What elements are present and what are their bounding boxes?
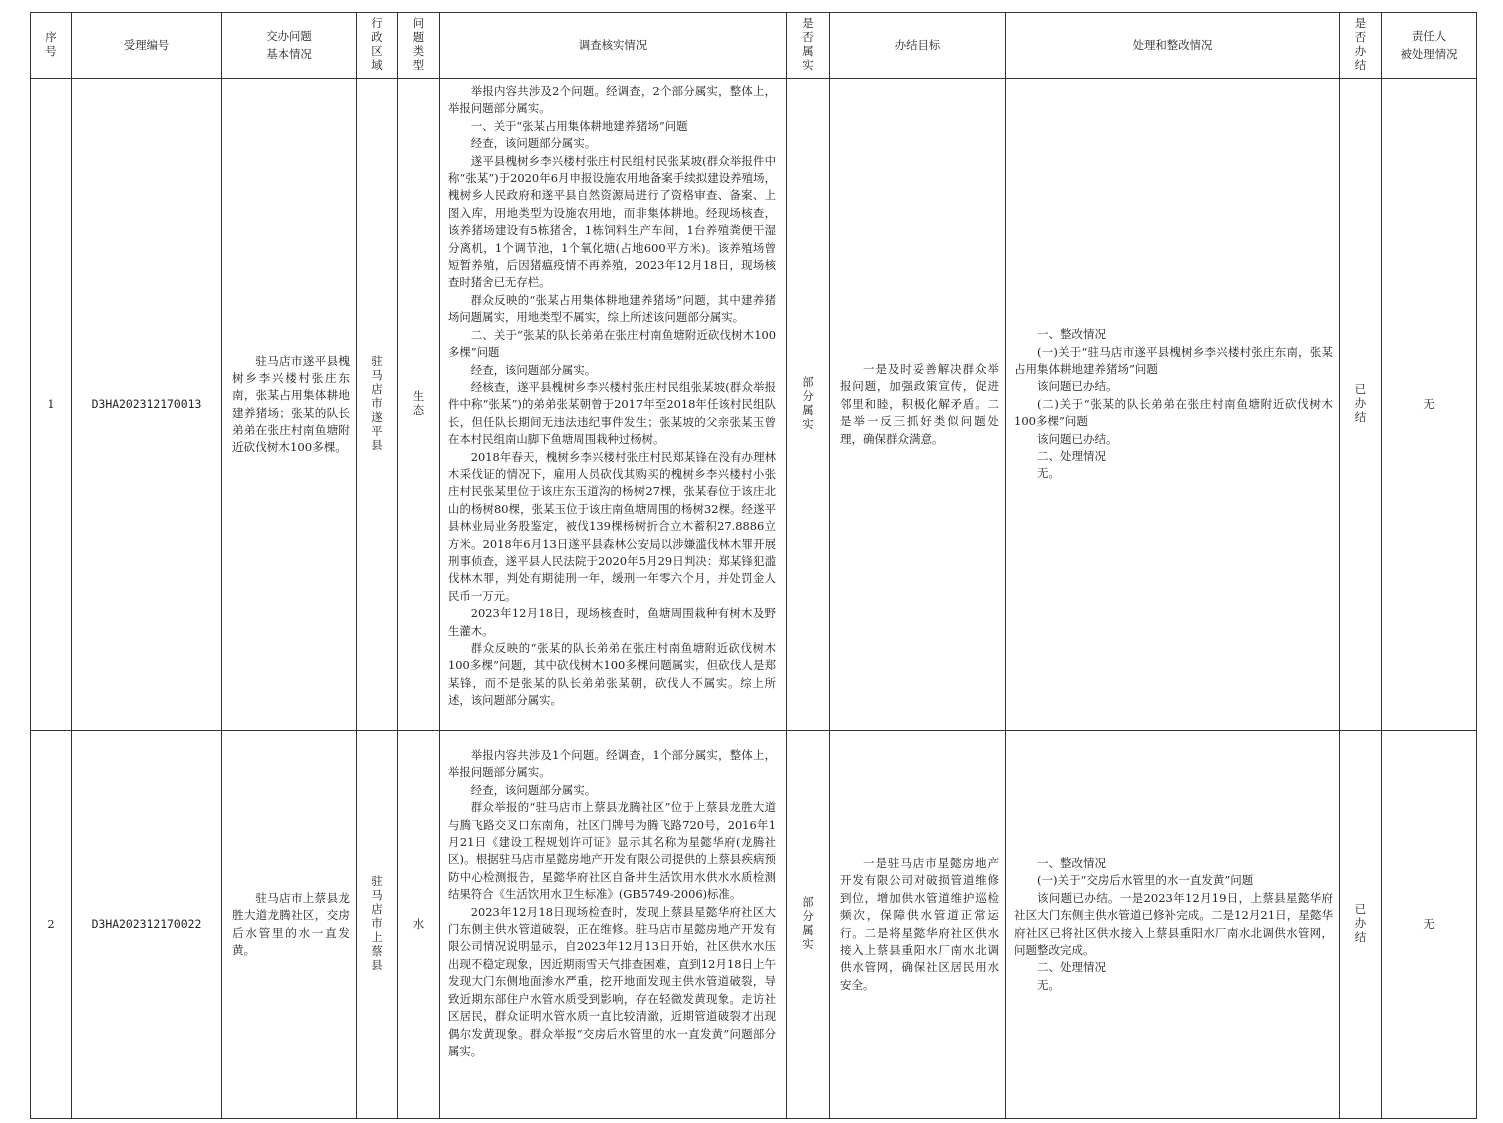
investigation-para: 经核查，遂平县槐树乡李兴楼村张庄村民组张某坡(群众举报件中称“张某”)的弟弟张某朝曾于2017年至2018年任该村民组队长，但任队长期间无违法违纪事件发生；张某坡的父亲张某玉曾在本村民组南山脚下鱼塘周围栽种过杨树。 bbox=[448, 379, 776, 447]
investigation-para: 经查，该问题部分属实。 bbox=[470, 136, 597, 151]
investigation-para: 举报内容共涉及2个问题。经调查，2个部分属实，整体上，举报问题部分属实。 bbox=[448, 84, 776, 116]
row-issue bbox=[222, 79, 357, 731]
header-acc-no: 受理编号 bbox=[72, 13, 222, 79]
row-goal-text: 一是及时妥善解决群众举报问题，加强政策宣传，促进邻里和睦，积极化解矛盾。二是举一反三抓好类似问题处理，确保群众满意。 bbox=[840, 361, 999, 446]
row-resp: 无 bbox=[1382, 731, 1477, 1119]
investigation-para: 群众反映的“张某占用集体耕地建养猪场”问题，其中建养猪场问题属实，用地类型不属实，综上所述该问题部分属实。 bbox=[448, 292, 776, 325]
investigation-para: 群众反映的“张某的队长弟弟在张庄村南鱼塘附近砍伐树木100多棵”问题，其中砍伐树木100多棵问题属实，但砍伐人是郑某锋，而不是张某的队长弟弟张某朝，砍伐人不属实。综上所述，该问题部分属实。 bbox=[448, 641, 776, 708]
row-seq: 2 bbox=[31, 731, 72, 1119]
header-resp-line2: 被处理情况 bbox=[1400, 46, 1458, 61]
investigation-para: 举报内容共涉及1个问题。经调查，1个部分属实，整体上，举报问题部分属实。 bbox=[448, 748, 776, 780]
header-issue bbox=[222, 13, 357, 79]
row-acc-no: D3HA202312170022 bbox=[72, 731, 222, 1119]
handling-para: 该问题已办结。 bbox=[1037, 431, 1118, 446]
investigation-para: 2023年12月18日现场检查时，发现上蔡县星懿华府社区大门东侧主供水管道破裂，正在维修。驻马店市星懿房地产开发有限公司情况说明显示，自2023年12月13日开始，社区供水水压出现不稳定现象，因近期雨雪天气排查困难，直到12月18日上午发现大门东侧地面渗水严重，挖开地面发现主供水管道破裂，导致近期东部住户水管水质受到影响，存在轻微发黄现象。走访社区居民，群众证明水管水质一直比较清澈，近期管道破裂才出现偶尔发黄现象。群众举报“交房后水管里的水一直发黄”问题部分属实。 bbox=[448, 904, 776, 1058]
row-acc-no: D3HA202312170013 bbox=[72, 79, 222, 731]
row-investigation bbox=[440, 731, 787, 1119]
handling-para: 该问题已办结。一是2023年12月19日，上蔡县星懿华府社区大门东侧主供水管道已修补完成。二是12月21日，星懿华府社区已将社区供水接入上蔡县重阳水厂南水北调供水管网，问题整改完成。 bbox=[1014, 890, 1333, 957]
investigation-para: 2018年春天，槐树乡李兴楼村张庄村民郑某锋在没有办理林木采伐证的情况下，雇用人员砍伐其购买的槐树乡李兴楼村小张庄村民张某里位于该庄东玉道沟的杨树27棵，张某春位于该庄北山的杨树80棵，张某玉位于该庄南鱼塘周围的杨树32棵。经遂平县林业局业务股鉴定，被伐139棵杨树折合立木蓄积27.8886立方米。2018年6月13日遂平县森林公安局以涉嫌滥伐林木罪开展刑事侦查，遂平县人民法院于2020年5月29日判决：郑某锋犯滥伐林木罪，判处有期徒刑一年，缓刑一年零六个月，并处罚金人民币一万元。 bbox=[448, 449, 776, 603]
investigation-para: 二、关于“张某的队长弟弟在张庄村南鱼塘附近砍伐树木100多棵”问题 bbox=[448, 327, 776, 360]
row-investigation bbox=[440, 79, 787, 731]
table-row bbox=[31, 731, 1477, 1119]
row-handling bbox=[1006, 79, 1340, 731]
header-closed: 是否办结 bbox=[1340, 13, 1382, 79]
row-issue-text: 驻马店市上蔡县龙胜大道龙腾社区，交房后水管里的水一直发黄。 bbox=[232, 891, 350, 957]
investigation-para: 一、关于“张某占用集体耕地建养猪场”问题 bbox=[470, 118, 688, 133]
row-type: 生态 bbox=[398, 79, 440, 731]
table-row bbox=[31, 79, 1477, 731]
row-issue-text: 驻马店市遂平县槐树乡李兴楼村张庄东南，张某占用集体耕地建养猪场；张某的队长弟弟在张庄村南鱼塘附近砍伐树木100多棵。 bbox=[232, 353, 350, 454]
row-true-status: 部分属实 bbox=[787, 79, 830, 731]
header-goal: 办结目标 bbox=[830, 13, 1006, 79]
header-handling: 处理和整改情况 bbox=[1006, 13, 1340, 79]
handling-para: 无。 bbox=[1037, 466, 1060, 481]
handling-para: 二、处理情况 bbox=[1037, 449, 1106, 464]
header-type: 问题类型 bbox=[398, 13, 440, 79]
handling-para: (二)关于“张某的队长弟弟在张庄村南鱼塘附近砍伐树木100多棵”问题 bbox=[1014, 396, 1333, 429]
row-issue bbox=[222, 731, 357, 1119]
row-region: 驻马店市上蔡县 bbox=[357, 731, 398, 1119]
case-table bbox=[30, 12, 1477, 1119]
investigation-para: 2023年12月18日，现场核查时，鱼塘周围栽种有树木及野生灌木。 bbox=[448, 606, 776, 638]
row-goal bbox=[830, 79, 1006, 731]
investigation-para: 经查，该问题部分属实。 bbox=[470, 782, 597, 797]
row-closed: 已办结 bbox=[1340, 731, 1382, 1119]
header-resp bbox=[1382, 13, 1477, 79]
row-true-status: 部分属实 bbox=[787, 731, 830, 1119]
row-type: 水 bbox=[398, 731, 440, 1119]
header-issue-line2: 基本情况 bbox=[266, 46, 312, 61]
handling-para: (一)关于“驻马店市遂平县槐树乡李兴楼村张庄东南，张某占用集体耕地建养猪场”问题 bbox=[1014, 344, 1333, 376]
handling-para: 该问题已办结。 bbox=[1037, 379, 1118, 394]
row-goal bbox=[830, 731, 1006, 1119]
handling-para: 一、整改情况 bbox=[1037, 327, 1106, 342]
investigation-para: 遂平县槐树乡李兴楼村张庄村民组村民张某坡(群众举报件中称“张某”)于2020年6月申报设施农用地备案手续拟建设养殖场，槐树乡人民政府和遂平县自然资源局进行了资格审查、备案、上图入库，用地类型为设施农用地，而非集体耕地。经现场核查，该养猪场建设有5栋猪舍，1栋饲料生产车间，1台养殖粪便干湿分离机，1个调节池，1个氧化塘(占地600平方米)。该养殖场曾短暂养殖，后因猪瘟疫情不再养殖，2023年12月18日，现场核查时猪舍已无存栏。 bbox=[448, 153, 776, 290]
header-seq: 序号 bbox=[31, 13, 72, 79]
header-row bbox=[31, 13, 1477, 79]
row-goal-text: 一是驻马店市星懿房地产开发有限公司对破损管道维修到位，增加供水管道维护巡检频次，保障供水管道正常运行。二是将星懿华府社区供水接入上蔡县重阳水厂南水北调供水管网，确保社区居民用水安全。 bbox=[840, 855, 999, 992]
handling-para: 无。 bbox=[1037, 977, 1060, 992]
handling-para: (一)关于“交房后水管里的水一直发黄”问题 bbox=[1037, 873, 1254, 888]
header-resp-line1: 责任人 bbox=[1411, 29, 1447, 44]
header-true-status: 是否属实 bbox=[787, 13, 830, 79]
row-resp: 无 bbox=[1382, 79, 1477, 731]
investigation-para: 经查，该问题部分属实。 bbox=[470, 362, 597, 377]
handling-para: 二、处理情况 bbox=[1037, 960, 1106, 975]
row-closed: 已办结 bbox=[1340, 79, 1382, 731]
row-seq: 1 bbox=[31, 79, 72, 731]
header-investigation: 调查核实情况 bbox=[440, 13, 787, 79]
handling-para: 一、整改情况 bbox=[1037, 855, 1106, 870]
row-handling bbox=[1006, 731, 1340, 1119]
header-region: 行政区域 bbox=[357, 13, 398, 79]
investigation-para: 群众举报的“驻马店市上蔡县龙腾社区”位于上蔡县龙胜大道与腾飞路交叉口东南角，社区门牌号为腾飞路720号，2016年1月21日《建设工程规划许可证》显示其名称为星懿华府(龙腾社区)。根据驻马店市星懿房地产开发有限公司提供的上蔡县疾病预防中心检测报告，星懿华府社区自备井生活饮用水供水水质检测结果符合《生活饮用水卫生标准》(GB5749-2006)标准。 bbox=[448, 800, 776, 902]
row-region: 驻马店市遂平县 bbox=[357, 79, 398, 731]
header-issue-line1: 交办问题 bbox=[266, 29, 312, 44]
